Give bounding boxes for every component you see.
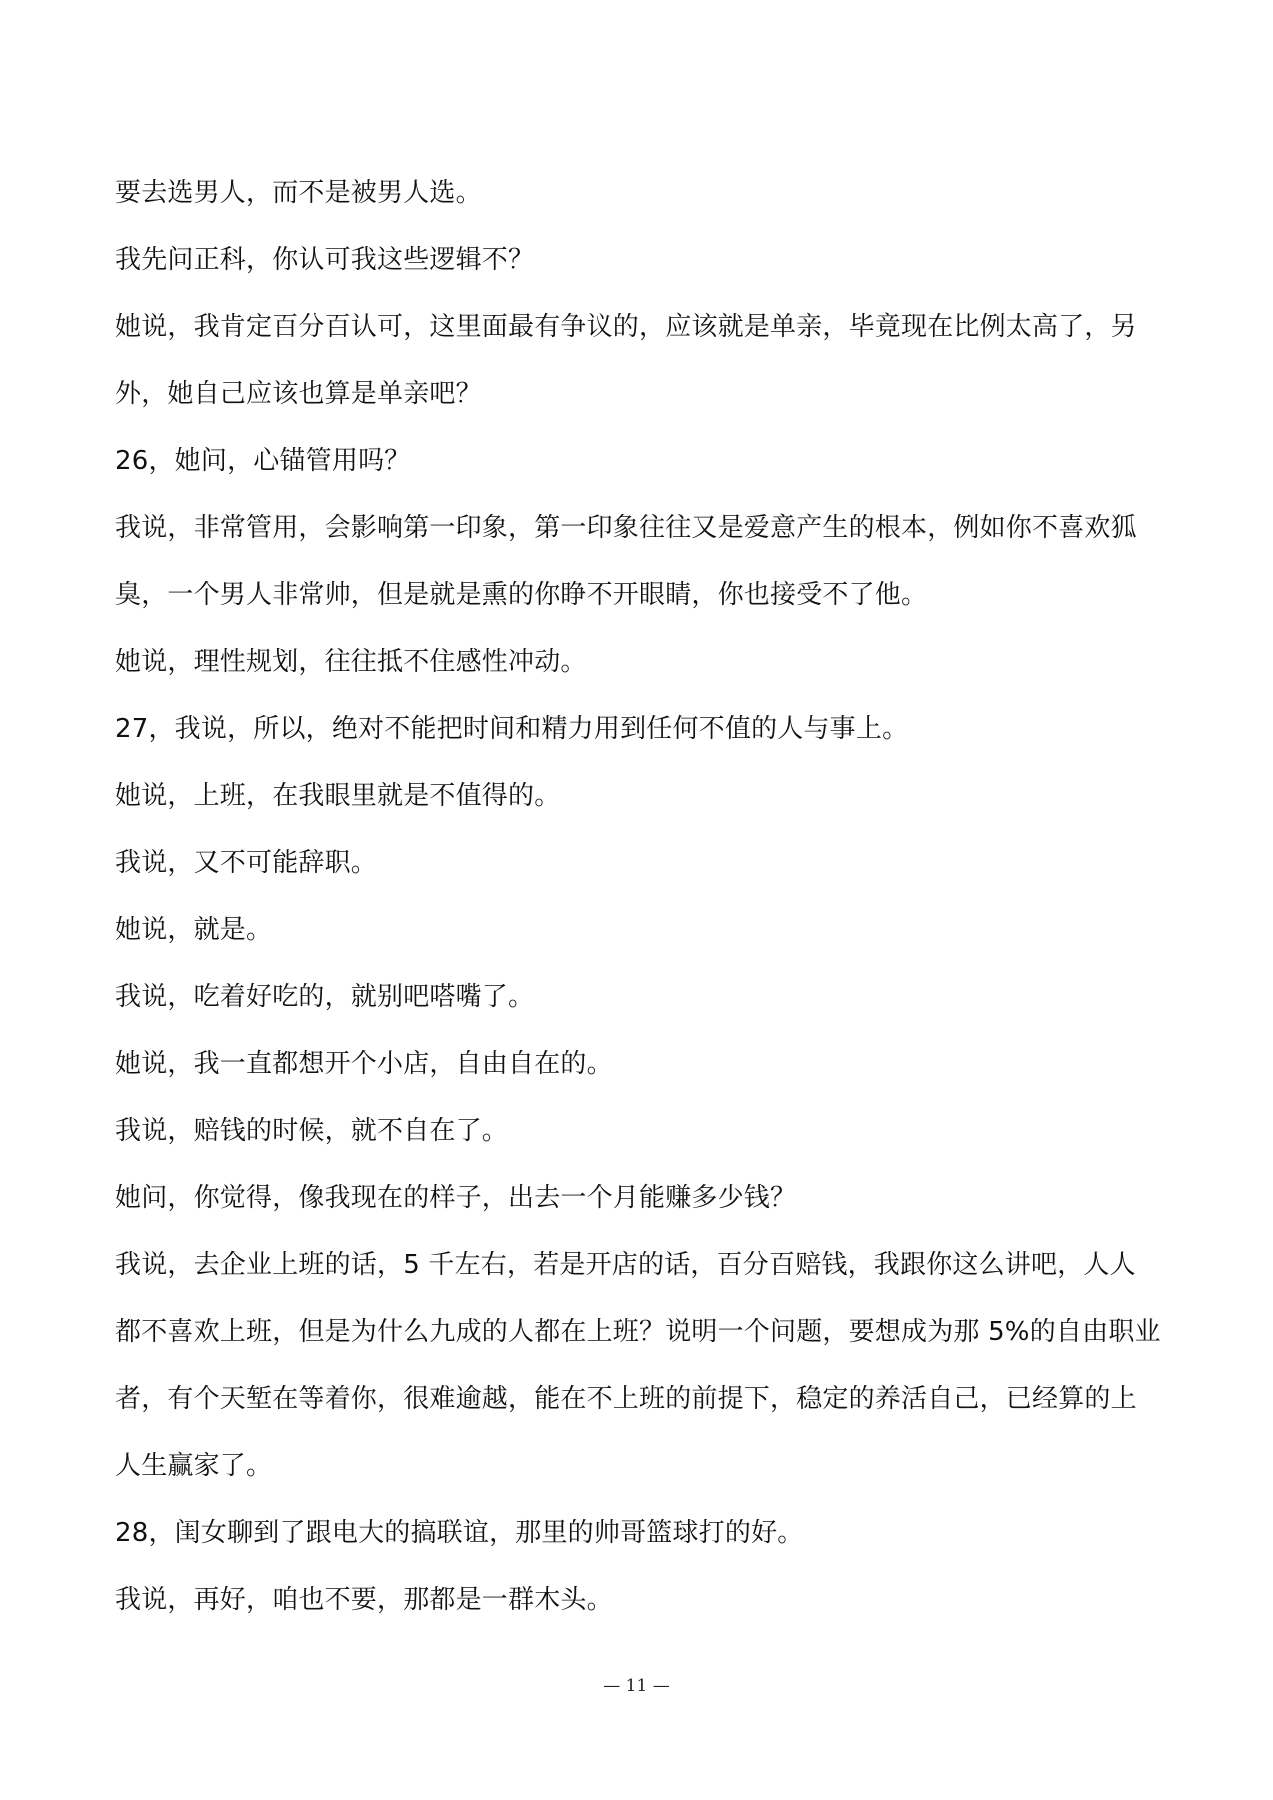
text-line: 我说，赔钱的时候，就不自在了。: [115, 1116, 509, 1146]
text-line: 她说，上班，在我眼里就是不值得的。: [115, 781, 561, 811]
text-line: 27，我说，所以，绝对不能把时间和精力用到任何不值的人与事上。: [115, 714, 909, 744]
text-line: 人生赢家了。: [115, 1451, 273, 1481]
text-line: 者，有个天堑在等着你，很难逾越，能在不上班的前提下，稳定的养活自己，已经算的上: [115, 1384, 1137, 1414]
text-line: 她说，就是。: [115, 915, 273, 945]
text-line: 外，她自己应该也算是单亲吧？: [115, 379, 482, 409]
text-line: 她说，理性规划，往往抵不住感性冲动。: [115, 647, 587, 677]
text-line: 26，她问，心锚管用吗？: [115, 446, 411, 476]
text-line: 都不喜欢上班，但是为什么九成的人都在上班？说明一个问题，要想成为那 5%的自由职业: [115, 1317, 1161, 1347]
text-line: 她问，你觉得，像我现在的样子，出去一个月能赚多少钱？: [115, 1183, 797, 1213]
text-line: 我先问正科，你认可我这些逻辑不？: [115, 245, 535, 275]
page-number: — 11 —: [603, 1676, 670, 1696]
text-line: 我说，非常管用，会影响第一印象，第一印象往往又是爱意产生的根本，例如你不喜欢狐: [115, 513, 1137, 543]
text-line: 28，闺女聊到了跟电大的搞联谊，那里的帅哥篮球打的好。: [115, 1518, 804, 1548]
text-line: 我说，又不可能辞职。: [115, 848, 378, 878]
text-line: 她说，我一直都想开个小店，自由自在的。: [115, 1049, 613, 1079]
text-line: 我说，吃着好吃的，就别吧嗒嘴了。: [115, 982, 535, 1012]
text-line: 我说，去企业上班的话，5 千左右，若是开店的话，百分百赔钱，我跟你这么讲吧，人人: [115, 1250, 1136, 1280]
text-line: 要去选男人，而不是被男人选。: [115, 178, 482, 208]
body-text: [115, 160, 1165, 1634]
text-line: 我说，再好，咱也不要，那都是一群木头。: [115, 1585, 613, 1615]
text-line: 臭，一个男人非常帅，但是就是熏的你睁不开眼睛，你也接受不了他。: [115, 580, 928, 610]
text-line: 她说，我肯定百分百认可，这里面最有争议的，应该就是单亲，毕竟现在比例太高了，另: [115, 312, 1137, 342]
